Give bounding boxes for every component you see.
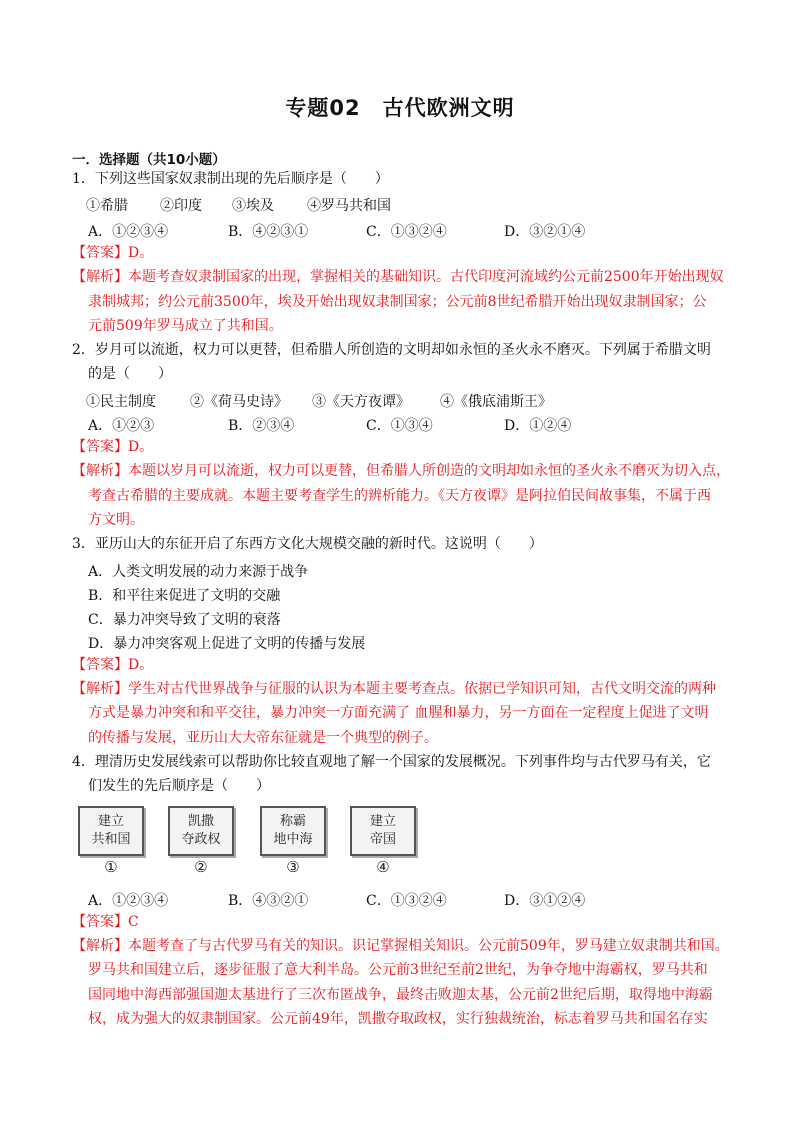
q1-option-b: B．④②③① — [228, 224, 309, 240]
q3-option-c: C．暴力冲突导致了文明的衰落 — [88, 612, 281, 628]
q4-analysis-line: 罗马共和国建立后，逐步征服了意大利半岛。公元前3世纪至前2世纪，为争夺地中海霸权，罗马共和 — [88, 962, 708, 978]
q2-item: ③《天方夜谭》 — [312, 394, 410, 410]
q4-option-c: C．①③②④ — [366, 893, 447, 909]
q4-stem-line: 4．理清历史发展线索可以帮助你比较直观地了解一个国家的发展概况。下列事件均与古代罗马有关，它 — [72, 754, 711, 770]
event-box-number: ① — [104, 858, 118, 876]
q2-item: ④《俄底浦斯王》 — [440, 394, 552, 410]
q3-option-a: A．人类文明发展的动力来源于战争 — [88, 564, 309, 580]
event-box-text: 凯撒 — [187, 814, 214, 829]
q4-analysis-line: 【解析】本题考查了与古代罗马有关的知识。识记掌握相关知识。公元前509年，罗马建立奴隶制共和国。 — [72, 938, 729, 954]
event-box-caesar — [168, 806, 234, 856]
event-box-text: 称霸 — [279, 814, 306, 829]
q1-option-a: A．①②③④ — [88, 224, 169, 240]
q1-item: ①希腊 — [86, 198, 128, 214]
q2-item: ②《荷马史诗》 — [190, 394, 288, 410]
q1-option-c: C．①③②④ — [366, 224, 447, 240]
section-heading: 一．选择题（共10小题） — [72, 152, 226, 168]
q3-stem: 3．亚历山大的东征开启了东西方文化大规模交融的新时代。这说明（ ） — [72, 536, 543, 552]
q3-option-b: B．和平往来促进了文明的交融 — [88, 588, 281, 604]
q3-answer: 【答案】D。 — [72, 657, 154, 673]
q4-option-b: B．④③②① — [228, 893, 309, 909]
page-title: 专题02 古代欧洲文明 — [285, 96, 515, 120]
q4-option-d: D．③①②④ — [504, 893, 586, 909]
event-box-number: ② — [194, 858, 208, 876]
event-box-text: 地中海 — [273, 832, 313, 847]
q1-item: ②印度 — [160, 198, 202, 214]
q1-stem: 1．下列这些国家奴隶制出现的先后顺序是（ ） — [72, 171, 389, 187]
q3-analysis-line: 【解析】学生对古代世界战争与征服的认识为本题主要考查点。依据已学知识可知，古代文明交流的两种 — [72, 681, 716, 697]
q4-stem-line: 们发生的先后顺序是（ ） — [88, 778, 270, 794]
q2-option-b: B．②③④ — [228, 418, 295, 434]
q4-analysis-line: 权，成为强大的奴隶制国家。公元前49年，凯撒夺取政权，实行独裁统治，标志着罗马共和国名存实 — [88, 1011, 708, 1027]
q1-analysis-line: 【解析】本题考查奴隶制国家的出现，掌握相关的基础知识。古代印度河流域约公元前2500年开始出现奴 — [72, 269, 724, 285]
q1-item: ③埃及 — [232, 198, 274, 214]
q2-analysis-line: 方文明。 — [88, 512, 144, 528]
q4-option-a: A．①②③④ — [88, 893, 169, 909]
event-box-text: 共和国 — [91, 832, 131, 847]
q1-answer: 【答案】D。 — [72, 245, 154, 261]
event-box-number: ④ — [376, 858, 390, 876]
event-box-text: 建立 — [97, 814, 124, 829]
q2-stem-line: 的是（ ） — [88, 366, 172, 382]
event-box-text: 夺政权 — [181, 832, 221, 847]
event-box-mediterranean — [260, 806, 326, 856]
q2-analysis-line: 考查古希腊的主要成就。本题主要考查学生的辨析能力。《天方夜谭》是阿拉伯民间故事集，不属于西 — [88, 488, 711, 504]
q2-stem-line: 2．岁月可以流逝，权力可以更替，但希腊人所创造的文明却如永恒的圣火永不磨灭。下列属于希腊文明 — [72, 342, 711, 358]
q1-analysis-line: 隶制城邦；约公元前3500年，埃及开始出现奴隶制国家；公元前8世纪希腊开始出现奴隶制国家；公 — [88, 294, 707, 310]
q2-analysis-line: 【解析】本题以岁月可以流逝，权力可以更替，但希腊人所创造的文明却如永恒的圣火永不磨灭为切入点， — [72, 463, 730, 479]
q2-answer: 【答案】D。 — [72, 439, 154, 455]
event-box-empire — [350, 806, 416, 856]
q3-analysis-line: 的传播与发展，亚历山大大帝东征就是一个典型的例子。 — [88, 730, 438, 746]
q2-item: ①民主制度 — [86, 394, 156, 410]
q3-analysis-line: 方式是暴力冲突和和平交往，暴力冲突一方面充满了 血腥和暴力，另一方面在一定程度上促进了文明 — [88, 705, 709, 721]
q4-analysis-line: 国同地中海西部强国迦太基进行了三次布匿战争，最终击败迦太基，公元前2世纪后期，取得地中海霸 — [88, 987, 713, 1003]
rome-events-figure — [78, 806, 418, 876]
q1-item: ④罗马共和国 — [307, 198, 391, 214]
event-box-text: 帝国 — [369, 832, 396, 847]
event-box-text: 建立 — [369, 814, 396, 829]
q2-option-a: A．①②③ — [88, 418, 155, 434]
q4-answer: 【答案】C — [72, 914, 139, 930]
event-box-republic — [78, 806, 144, 856]
q2-option-d: D．①②④ — [504, 418, 572, 434]
q2-option-c: C．①③④ — [366, 418, 433, 434]
q1-option-d: D．③②①④ — [504, 224, 586, 240]
q3-option-d: D．暴力冲突客观上促进了文明的传播与发展 — [88, 636, 366, 652]
event-box-number: ③ — [286, 858, 300, 876]
q1-analysis-line: 元前509年罗马成立了共和国。 — [88, 318, 283, 334]
